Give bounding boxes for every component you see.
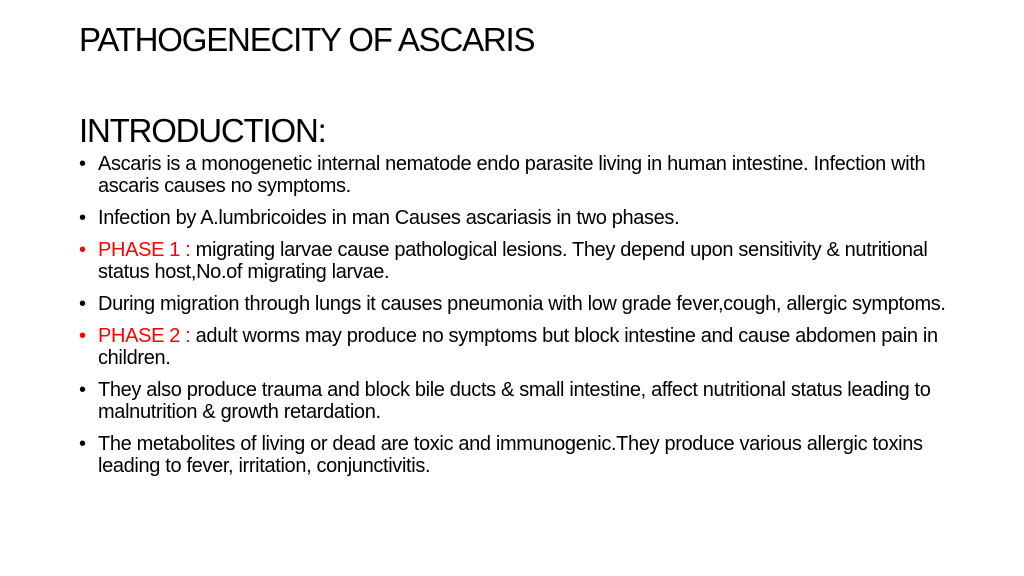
bullet-item [79,433,959,477]
phase-1-label: PHASE 1 : [98,239,191,261]
bullet-text: migrating larvae cause pathological lesions. They depend upon sensitivity & nutritional status host,No.of migrating larvae. [98,239,928,283]
bullet-item [79,207,959,229]
bullet-marker: • [79,239,86,261]
bullet-text: During migration through lungs it causes pneumonia with low grade fever,cough, allergic symptoms. [98,293,946,315]
bullet-list [79,153,959,487]
section-heading: INTRODUCTION: [79,112,326,149]
phase-2-label: PHASE 2 : [98,325,191,347]
bullet-marker: • [79,433,86,455]
bullet-text: The metabolites of living or dead are toxic and immunogenic.They produce various allergic toxins leading to fever, irritation, conjunctivitis. [98,433,923,477]
bullet-text: Infection by A.lumbricoides in man Causes ascariasis in two phases. [98,207,680,229]
bullet-marker: • [79,379,86,401]
bullet-item-phase-2 [79,325,959,369]
slide-title: PATHOGENECITY OF ASCARIS [79,21,535,58]
bullet-text: They also produce trauma and block bile ducts & small intestine, affect nutritional status leading to malnutrition & growth retardation. [98,379,931,423]
bullet-text: adult worms may produce no symptoms but block intestine and cause abdomen pain in children. [98,325,938,369]
bullet-marker: • [79,207,86,229]
bullet-item [79,293,959,315]
bullet-item-phase-1 [79,239,959,283]
bullet-item [79,379,959,423]
bullet-marker: • [79,325,86,347]
bullet-marker: • [79,153,86,175]
bullet-text: Ascaris is a monogenetic internal nematode endo parasite living in human intestine. Infection with ascaris causes no symptoms. [98,153,926,197]
bullet-item [79,153,959,197]
bullet-marker: • [79,293,86,315]
